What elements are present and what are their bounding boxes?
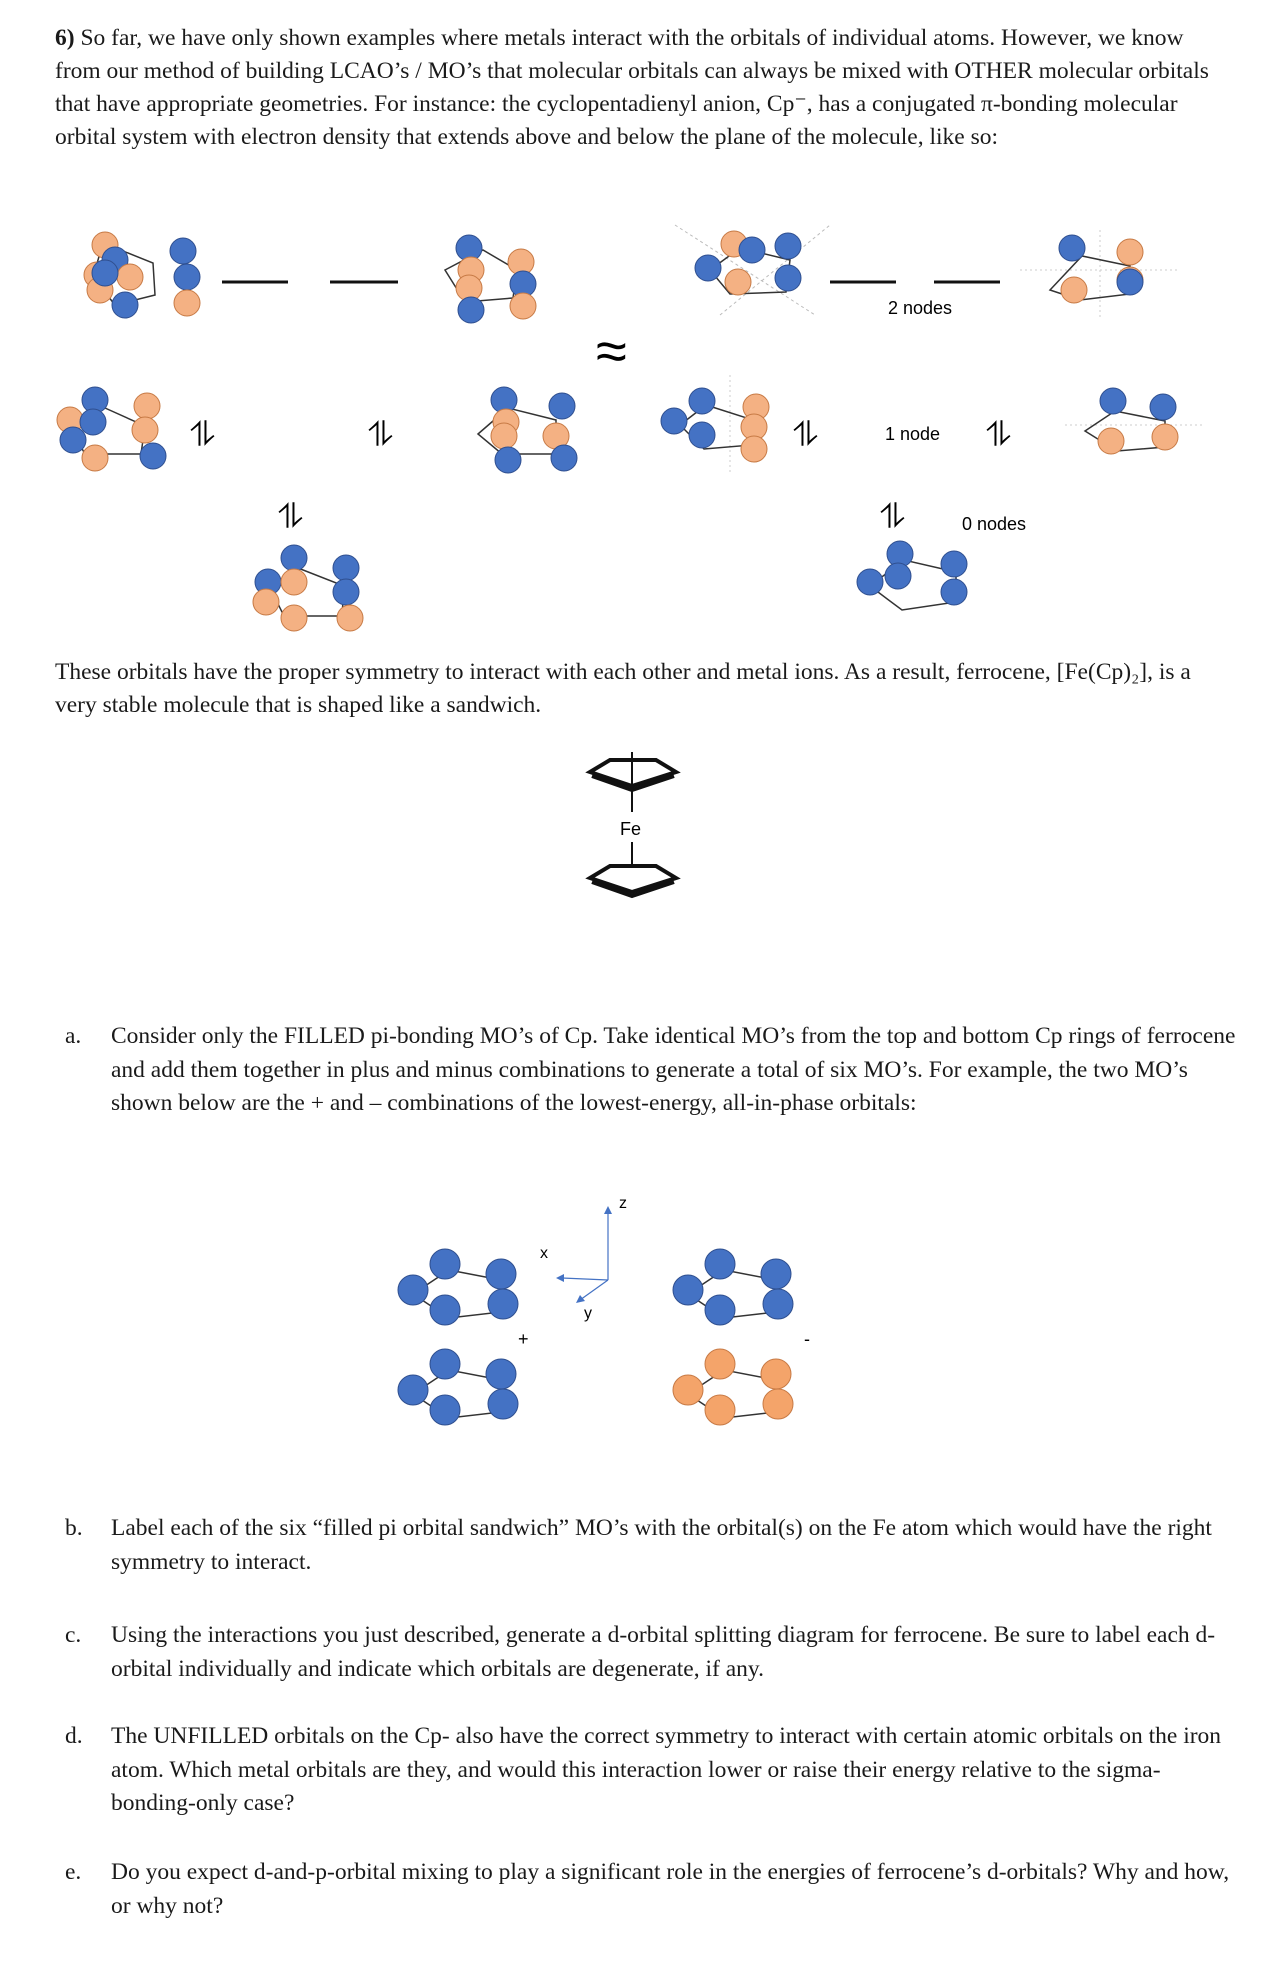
sandwich-minus-combination xyxy=(673,1249,810,1425)
x-axis-label: x xyxy=(540,1245,548,1262)
approx-symbol: ≈ xyxy=(596,319,627,382)
electron-pair-symbol: ⥮ xyxy=(278,498,303,536)
y-axis-label: y xyxy=(584,1305,592,1322)
cp-orbital-1node-b xyxy=(478,387,577,473)
cp-orbital-1node-a xyxy=(57,387,166,471)
question-label: e. xyxy=(65,1859,82,1885)
question-label: b. xyxy=(65,1515,83,1541)
cp-orbital-2node-right-b xyxy=(1020,230,1180,320)
cp-orbital-0node-right xyxy=(857,541,967,610)
cp-orbital-1node-right-a xyxy=(661,375,769,475)
node-label-1: 1 node xyxy=(885,424,941,444)
fe-atom-label: Fe xyxy=(620,819,642,839)
question-label: d. xyxy=(65,1723,83,1749)
intro-text: So far, we have only shown examples where metals interact with the orbitals of individual atoms. However, we know from our method of building LCAO’s / MO’s that molecular orbitals can always be mixed with OTHER molecular orbitals that have appropriate geometries. For instance: the cyclopentadienyl anion, Cp⁻, has a conjugated π-bonding molecular orbital system with electron density that extends above and below the plane of the molecule, like so: xyxy=(55,25,1209,150)
electron-pair-symbol: ⥮ xyxy=(190,416,215,454)
symmetry-paragraph xyxy=(55,656,1225,722)
question-text: Do you expect d-and-p-orbital mixing to play a significant role in the energies of ferrocene’s d-orbitals? Why and how, or why not? xyxy=(111,1859,1230,1919)
question-label: c. xyxy=(65,1622,82,1648)
question-text: Consider only the FILLED pi-bonding MO’s of Cp. Take identical MO’s from the top and bottom Cp rings of ferrocene and add them together in plus and minus combinations to generate a total of six MO’s. For example, the two MO’s shown below are the + and – combinations of the lowest-energy, all-in-phase orbitals: xyxy=(111,1023,1236,1116)
question-number: 6) xyxy=(55,25,75,51)
cp-orbital-1node-right-b xyxy=(1065,388,1205,454)
cp-orbital-2node-right-a xyxy=(675,225,830,315)
ferrocene-structure xyxy=(590,752,676,896)
cp-orbital-0node-left xyxy=(253,545,363,631)
question-text: Label each of the six “filled pi orbital sandwich” MO’s with the orbital(s) on the Fe atom which would have the right symmetry to interact. xyxy=(111,1515,1212,1575)
electron-pair-symbol: ⥮ xyxy=(880,498,905,536)
electron-pair-symbol: ⥮ xyxy=(368,416,393,454)
question-text: The UNFILLED orbitals on the Cp- also have the correct symmetry to interact with certain atomic orbitals on the iron atom. Which metal orbitals are they, and would this interaction lower or raise their energy relative to the sigma-bonding-only case? xyxy=(111,1723,1222,1816)
minus-sign: - xyxy=(804,1329,810,1349)
sandwich-plus-combination xyxy=(398,1249,529,1425)
node-label-2: 2 nodes xyxy=(888,298,953,318)
symmetry-text: These orbitals have the proper symmetry to interact with each other and metal ions. As a result, ferrocene, [Fe(Cp)₂], is a very stable molecule that is shaped like a sandwich. xyxy=(55,659,1191,718)
cp-orbital-2node-b xyxy=(445,235,536,323)
coordinate-axes xyxy=(540,1195,627,1322)
node-label-0: 0 nodes xyxy=(962,514,1027,534)
plus-sign: + xyxy=(518,1329,529,1349)
right-mo-diagram xyxy=(661,225,1205,610)
cp-orbital-2node-a xyxy=(84,232,200,318)
question-label: a. xyxy=(65,1023,82,1049)
z-axis-label: z xyxy=(619,1195,627,1212)
electron-pair-symbol: ⥮ xyxy=(986,416,1011,454)
left-mo-diagram xyxy=(57,232,577,631)
electron-pair-symbol: ⥮ xyxy=(793,416,818,454)
question-text: Using the interactions you just described, generate a d-orbital splitting diagram for ferrocene. Be sure to label each d-orbital individually and indicate which orbitals are degenerate, if any. xyxy=(111,1622,1216,1682)
